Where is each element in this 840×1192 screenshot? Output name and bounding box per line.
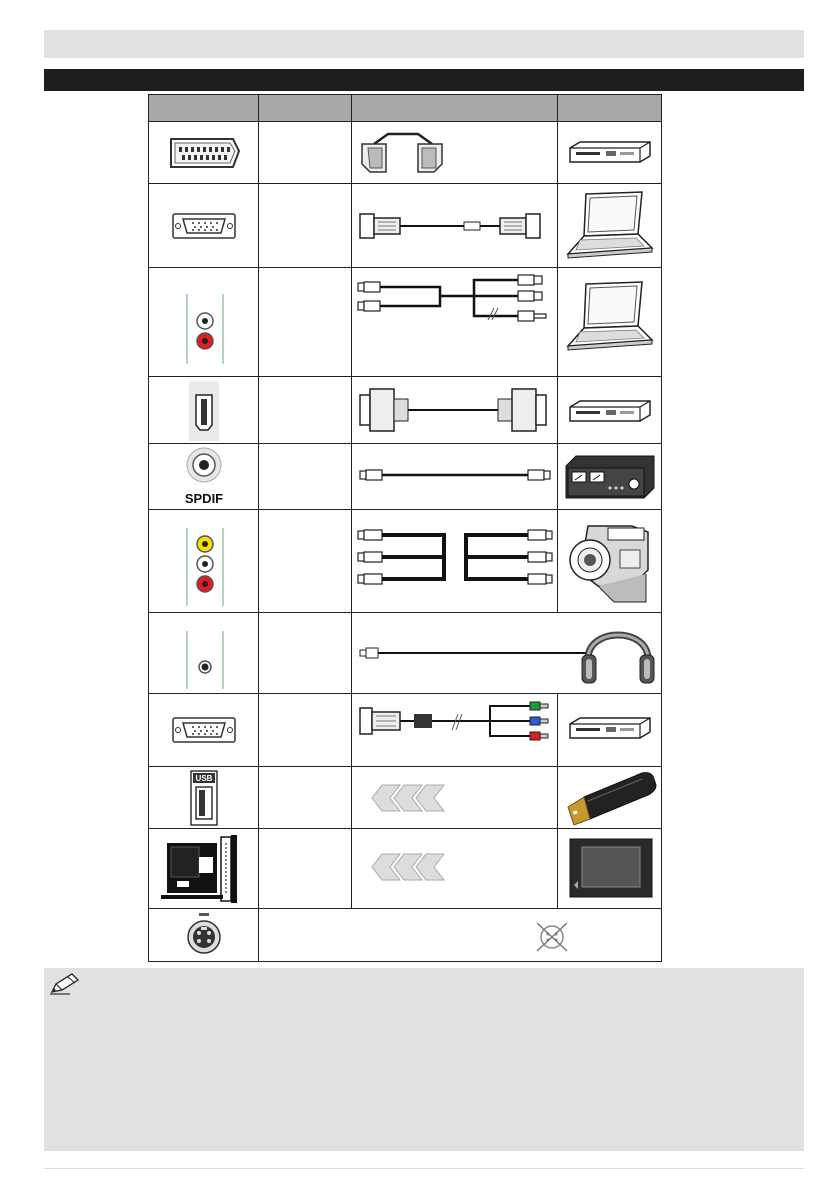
scart-cable-icon xyxy=(352,122,558,184)
insert-arrows-icon xyxy=(352,767,558,829)
hdmi-socket-icon xyxy=(149,377,259,444)
cable-cell xyxy=(352,510,558,612)
type-cell xyxy=(259,377,352,443)
footer-divider xyxy=(44,1168,804,1169)
cable-cell xyxy=(352,377,558,443)
connector-cell xyxy=(149,613,259,693)
table-row xyxy=(149,122,661,184)
connector-cell xyxy=(149,377,259,443)
av-socket-icon xyxy=(149,510,259,613)
cable-cell xyxy=(352,829,558,908)
laptop-icon xyxy=(558,268,661,377)
svideo-description-cell xyxy=(259,909,661,962)
cable-cell xyxy=(352,122,558,183)
cable-cell xyxy=(352,694,558,766)
headphone-socket-icon xyxy=(149,613,259,694)
vga-socket-icon xyxy=(149,184,259,268)
column-header-device xyxy=(558,95,661,122)
cable-cell xyxy=(352,268,558,376)
column-header-type xyxy=(259,95,352,122)
device-cell xyxy=(558,122,661,183)
note-box xyxy=(44,968,804,1151)
audio-lr-socket-icon xyxy=(149,268,259,377)
type-cell xyxy=(259,268,352,376)
connector-cell xyxy=(149,510,259,612)
type-cell xyxy=(259,613,352,693)
type-cell xyxy=(259,694,352,766)
table-row xyxy=(149,767,661,829)
section-title-bar xyxy=(44,69,804,91)
ypbpr-cable-icon xyxy=(352,694,558,767)
type-cell xyxy=(259,510,352,612)
ypbpr-vga-socket-icon xyxy=(149,694,259,767)
connector-cell xyxy=(149,909,259,962)
vga-cable-icon xyxy=(352,184,558,268)
connector-cell xyxy=(149,122,259,183)
column-header-cables xyxy=(352,95,558,122)
table-row xyxy=(149,909,661,962)
headphones-icon xyxy=(578,613,658,694)
cable-cell xyxy=(352,184,558,267)
type-cell xyxy=(259,829,352,908)
type-cell xyxy=(259,444,352,509)
table-row xyxy=(149,829,661,909)
type-cell xyxy=(259,767,352,828)
connector-cell xyxy=(149,184,259,267)
usb-stick-icon xyxy=(558,767,661,829)
connector-cell xyxy=(149,829,259,908)
ci-slot-icon xyxy=(149,829,259,909)
coaxial-cable-icon xyxy=(352,444,558,510)
device-cell xyxy=(558,377,661,443)
svideo-socket-icon xyxy=(149,909,259,962)
usb-label: USB xyxy=(195,774,213,783)
av-cable-icon xyxy=(352,510,558,613)
table-row xyxy=(149,184,661,268)
device-cell xyxy=(558,694,661,766)
column-header-connector xyxy=(149,95,259,122)
amplifier-icon xyxy=(558,444,661,510)
table-row xyxy=(149,377,661,444)
table-row xyxy=(149,510,661,613)
cam-module-icon xyxy=(558,829,661,909)
type-cell xyxy=(259,184,352,267)
connection-table xyxy=(148,94,662,962)
insert-arrows-icon xyxy=(352,829,558,909)
device-cell xyxy=(558,767,661,828)
dvd-recorder-icon xyxy=(558,122,661,184)
pencil-note-icon xyxy=(48,972,82,998)
device-cell xyxy=(558,268,661,376)
cable-cell xyxy=(352,767,558,828)
dvd-recorder-icon xyxy=(558,694,661,767)
table-row xyxy=(149,444,661,510)
type-cell xyxy=(259,122,352,183)
cable-cell xyxy=(352,613,661,693)
cable-cell xyxy=(352,444,558,509)
device-cell xyxy=(558,510,661,612)
connector-cell xyxy=(149,444,259,509)
device-cell xyxy=(558,829,661,908)
device-cell xyxy=(558,184,661,267)
dvd-recorder-icon xyxy=(558,377,661,444)
hdmi-cable-icon xyxy=(352,377,558,444)
connector-cell xyxy=(149,767,259,828)
spdif-label: SPDIF xyxy=(184,491,224,506)
audio-cable-icon xyxy=(352,268,558,377)
laptop-icon xyxy=(558,184,661,268)
camcorder-icon xyxy=(558,510,661,613)
table-row xyxy=(149,694,661,767)
connector-cell xyxy=(149,694,259,766)
scart-socket-icon xyxy=(149,122,259,184)
usb-socket-icon xyxy=(149,767,259,829)
table-row xyxy=(149,613,661,694)
header-bar xyxy=(44,30,804,58)
svideo-crossed-icon xyxy=(527,909,577,962)
table-row xyxy=(149,268,661,377)
device-cell xyxy=(558,444,661,509)
connector-cell xyxy=(149,268,259,376)
